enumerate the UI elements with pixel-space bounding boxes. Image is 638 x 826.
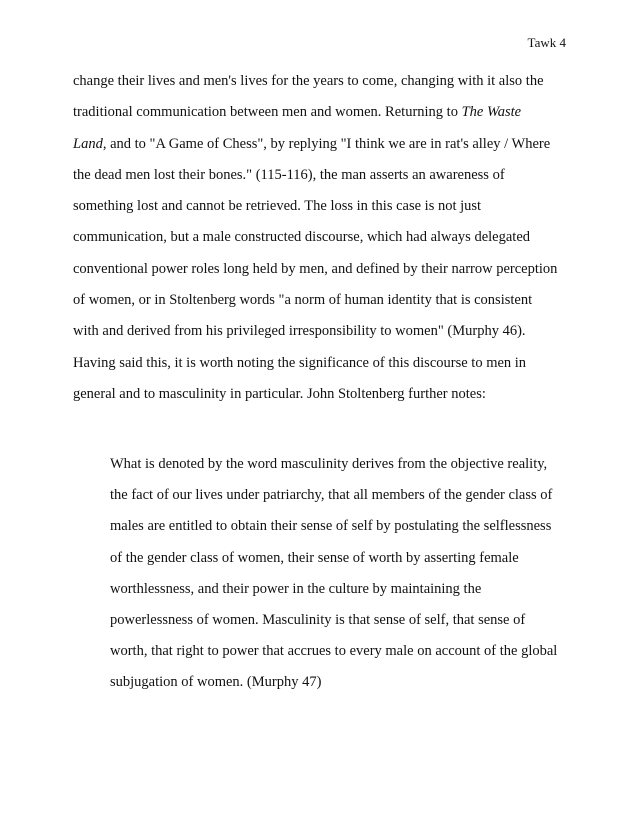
italic-title-run: Land	[73, 135, 103, 152]
body-line	[73, 71, 573, 102]
body-line	[73, 321, 573, 352]
italic-title-run: The Waste	[461, 104, 522, 121]
running-head: Tawk 4	[527, 35, 566, 50]
body-line	[73, 227, 573, 258]
text-run: the dead men lost their bones." (115-116), the man asserts an awareness of	[73, 166, 505, 183]
block-quote	[110, 454, 580, 704]
body-paragraph	[73, 71, 573, 415]
body-line	[73, 290, 573, 321]
quote-line: subjugation of women. (Murphy 47)	[110, 674, 322, 691]
text-run: communication, but a male constructed discourse, which had always delegated	[73, 229, 531, 246]
body-line	[73, 165, 573, 196]
text-run: traditional communication between men and women. Returning to	[73, 104, 462, 121]
body-line	[73, 134, 573, 165]
quote-line: What is denoted by the word masculinity derives from the objective reality,	[110, 456, 548, 472]
text-run: , and to "A Game of Chess", by replying "I think we are in rat's alley / Where	[102, 135, 551, 152]
text-run: general and to masculinity in particular. John Stoltenberg further notes:	[73, 385, 486, 402]
quote-line: of the gender class of women, their sense of worth by asserting female	[110, 549, 519, 566]
body-line	[73, 259, 573, 290]
body-line	[73, 196, 573, 227]
text-run: change their lives and men's lives for the years to come, changing with it also the	[73, 73, 544, 89]
quote-line: males are entitled to obtain their sense of self by postulating the selflessness	[110, 518, 552, 535]
quote-line: worthlessness, and their power in the culture by maintaining the	[110, 580, 482, 597]
quote-line: worth, that right to power that accrues to every male on account of the global	[110, 643, 558, 660]
text-run: with and derived from his privileged irresponsibility to women" (Murphy 46).	[73, 323, 526, 340]
text-run: Having said this, it is worth noting the significance of this discourse to men in	[73, 354, 527, 371]
body-line	[73, 353, 573, 384]
text-run: conventional power roles long held by men, and defined by their narrow perception	[73, 260, 558, 277]
body-line	[73, 102, 573, 133]
quote-line: powerlessness of women. Masculinity is that sense of self, that sense of	[110, 611, 526, 628]
quote-line: the fact of our lives under patriarchy, that all members of the gender class of	[110, 487, 553, 504]
body-line	[73, 384, 573, 415]
text-run: something lost and cannot be retrieved. The loss in this case is not just	[73, 198, 482, 215]
text-run: of women, or in Stoltenberg words "a norm of human identity that is consistent	[73, 292, 533, 309]
